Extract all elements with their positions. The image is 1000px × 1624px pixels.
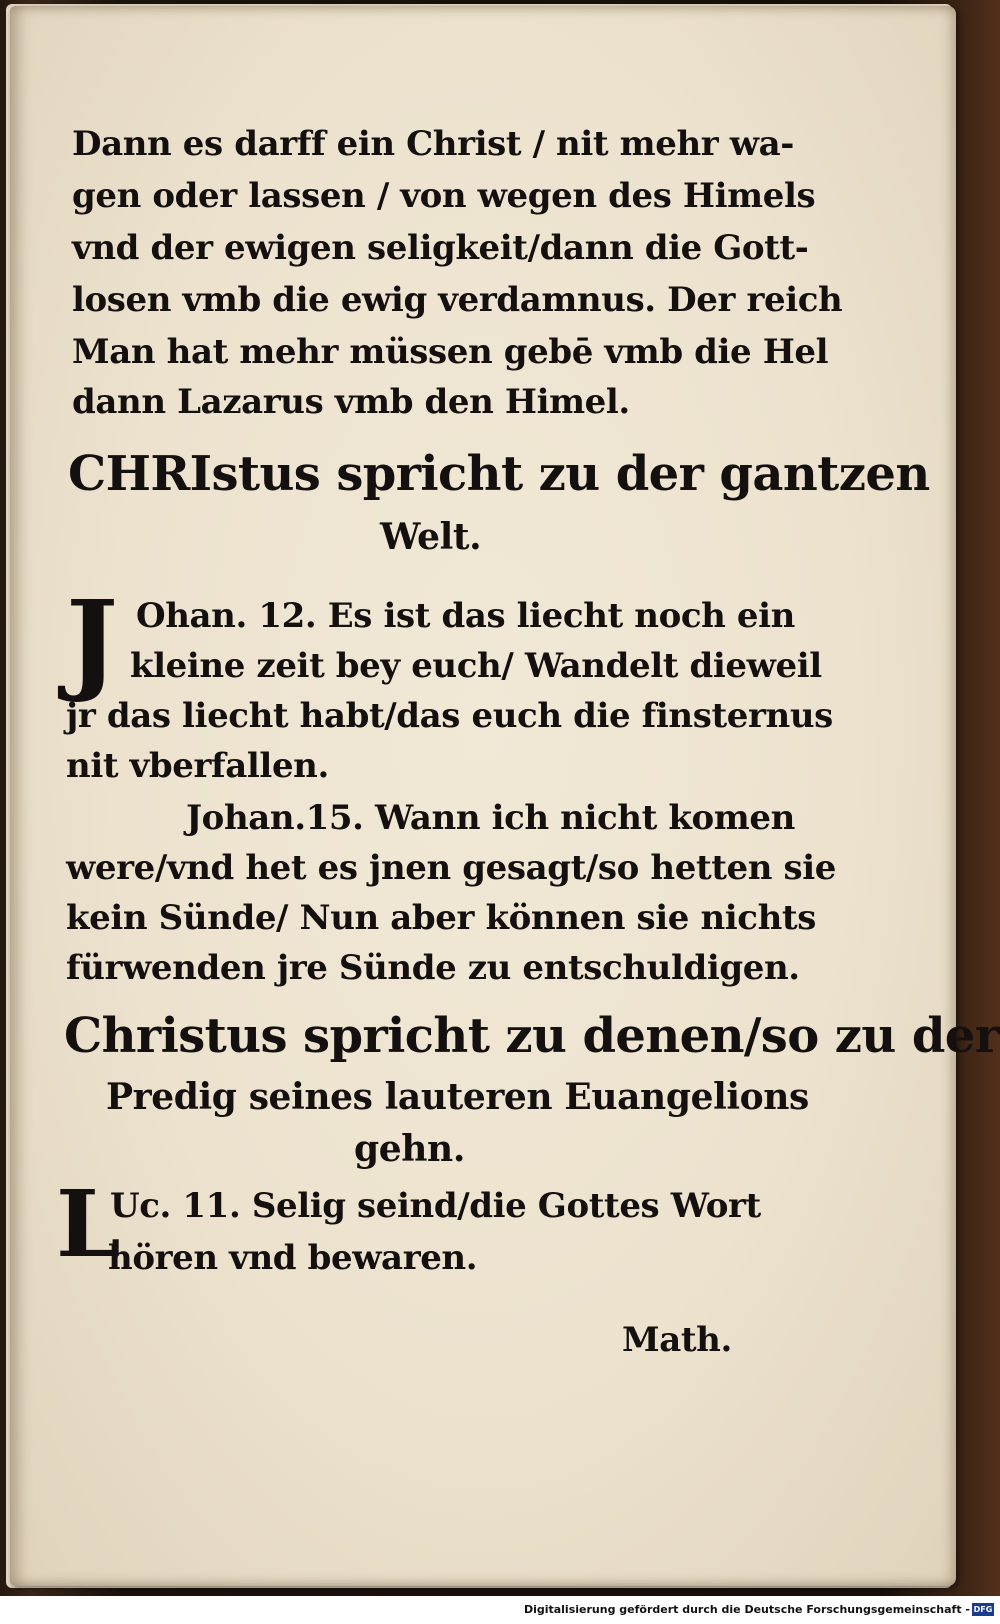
paragraph1-line-5: Man hat mehr müssen gebē vmb die Hel	[72, 332, 829, 372]
paragraph3-line-4: fürwenden jre Sünde zu entschuldigen.	[66, 948, 800, 988]
paragraph2-line-2: kleine zeit bey euch/ Wandelt dieweil	[130, 646, 822, 686]
book-page	[10, 6, 1000, 1586]
paragraph3-line-3: kein Sünde/ Nun aber können sie nichts	[66, 898, 816, 938]
paragraph1-line-1: Dann es darff ein Christ / nit mehr wa-	[72, 124, 794, 164]
paragraph2-line-3: jr das liecht habt/das euch die finsternus	[66, 696, 833, 736]
paragraph4-line-2: hören vnd bewaren.	[108, 1238, 478, 1278]
paragraph1-line-2: gen oder lassen / von wegen des Himels	[72, 176, 816, 216]
paragraph3-line-1: Johan.15. Wann ich nicht komen	[186, 798, 795, 838]
heading2-line-2: Predig seines lauteren Euangelions	[106, 1076, 809, 1118]
paragraph1-line-3: vnd der ewigen seligkeit/dann die Gott-	[72, 228, 809, 268]
heading1-line-1: CHRIstus spricht zu der gantzen	[68, 446, 930, 502]
paragraph3-line-2: were/vnd het es jnen gesagt/so hetten sie	[66, 848, 837, 888]
heading2-line-3: gehn.	[354, 1128, 465, 1170]
footer-credit: Digitalisierung gefördert durch die Deutsche Forschungsgemeinschaft -	[523, 1603, 970, 1616]
paragraph4-dropcap: L	[56, 1170, 121, 1278]
paragraph2-dropcap: J	[66, 576, 119, 705]
footer-bar	[0, 1596, 1000, 1624]
paragraph1-line-4: losen vmb die ewig verdamnus. Der reich	[72, 280, 843, 320]
dfg-logo: DFG	[973, 1605, 993, 1614]
paragraph1-line-6: dann Lazarus vmb den Himel.	[72, 382, 630, 422]
paragraph2-line-1: Ohan. 12. Es ist das liecht noch ein	[136, 596, 795, 636]
heading2-line-1: Christus spricht zu denen/so zu der	[64, 1008, 1000, 1064]
catchword: Math.	[622, 1320, 732, 1360]
paragraph2-line-4: nit vberfallen.	[66, 746, 329, 786]
heading1-line-2: Welt.	[380, 516, 482, 558]
paragraph4-line-1: Uc. 11. Selig seind/die Gottes Wort	[110, 1186, 761, 1226]
